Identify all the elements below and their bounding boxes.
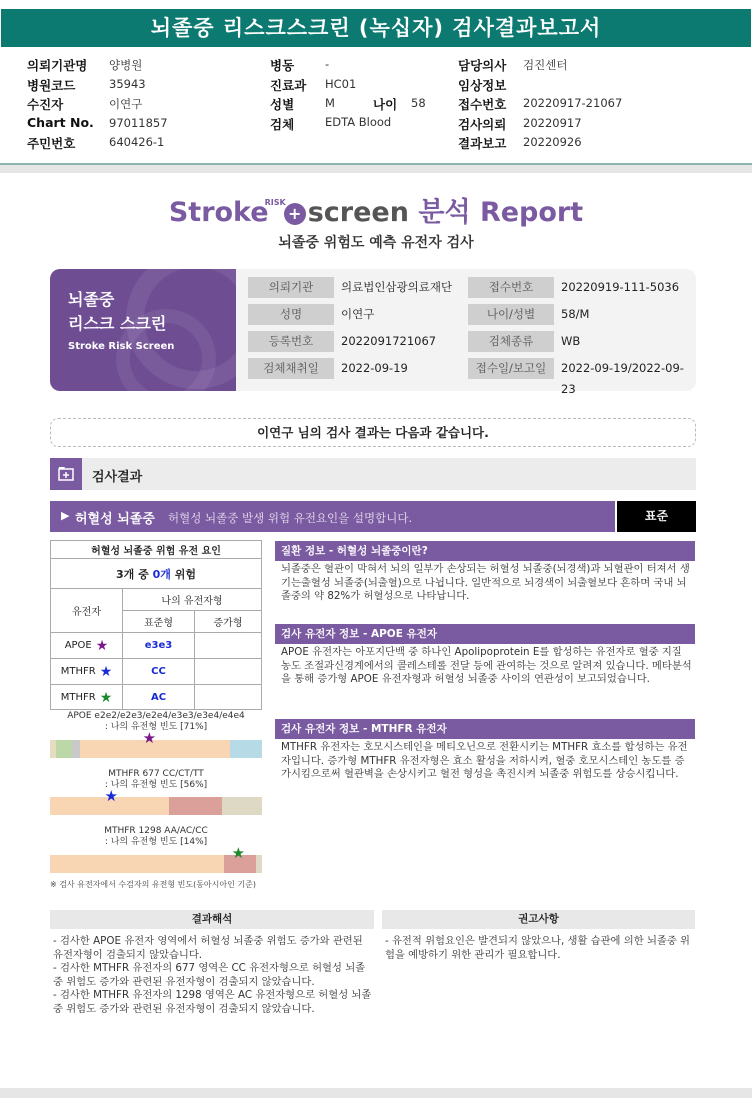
gene-name: APOE <box>64 640 92 651</box>
info-label: 담당의사 <box>458 58 507 73</box>
logo-report: 분석 Report <box>418 197 584 228</box>
section-header <box>50 458 696 490</box>
star-icon: ★ <box>99 663 113 680</box>
field-label: 접수번호 <box>468 277 554 298</box>
logo-screen: screen <box>307 197 409 228</box>
logo-stroke: Stroke <box>168 197 269 228</box>
info-label: 검체 <box>270 117 295 132</box>
field-label: 접수일/보고일 <box>468 358 554 379</box>
freq-caption <box>50 711 262 733</box>
field-value: 58/M <box>561 307 590 321</box>
field-value: 2022-09-19 <box>341 361 408 375</box>
freq-caption-line: : 나의 유전형 빈도 [14%] <box>104 837 208 847</box>
info-label: 병원코드 <box>27 78 76 93</box>
report-subtitle: 뇌졸중 위험도 예측 유전자 검사 <box>278 235 474 251</box>
ischemic-stroke-bar <box>50 501 615 532</box>
section-title: 검사결과 <box>92 470 143 485</box>
freq-caption-line: : 나의 유전형 빈도 [56%] <box>104 780 208 790</box>
info-box-header: 검사 유전자 정보 - APOE 유전자 <box>275 624 695 644</box>
info-value: 640426-1 <box>109 135 165 149</box>
col-increased-header: 증가형 <box>195 611 262 633</box>
table-row-gene <box>51 685 123 710</box>
freq-segment <box>256 855 262 873</box>
patient-info-grid <box>0 52 752 164</box>
freq-segment <box>169 797 222 815</box>
info-label: 진료과 <box>270 78 307 93</box>
info-box-body: APOE 유전자는 아포지단백 중 하나인 Apolipoprotein E를 합성하는 유전자로 혈중 지질 농도 조절과신경계에서의 콜레스테롤 전달 등에 관여하는 것으로 알려져 있습니다. 메타분석을 통해 증가형 APOE 유전자형과 허혈성 뇌졸중 사이의 연관성이 보고되었습니다. <box>281 646 692 685</box>
col-standard-header: 표준형 <box>123 611 195 633</box>
table-row-increased <box>195 633 262 659</box>
table-row-standard: CC <box>123 659 195 685</box>
info-value: EDTA Blood <box>325 115 392 129</box>
plus-icon: + <box>284 203 306 225</box>
star-icon: ★ <box>95 637 109 654</box>
field-value: WB <box>561 334 581 348</box>
logo-risk: RISK <box>264 198 286 207</box>
gene-name: MTHFR <box>60 666 96 677</box>
report-title: 뇌졸중 리스크스크린 (녹십자) 검사결과보고서 <box>1 9 751 47</box>
info-label: 의뢰기관명 <box>27 58 88 73</box>
star-icon: ★ <box>142 729 157 747</box>
freq-segment <box>222 797 262 815</box>
gene-name: MTHFR <box>60 692 96 703</box>
field-label: 의뢰기관 <box>248 277 334 298</box>
report-header <box>0 0 752 50</box>
field-value: 의료법인삼광의료재단 <box>341 280 453 294</box>
info-box-body: 뇌졸중은 혈관이 막혀서 뇌의 일부가 손상되는 허혈성 뇌졸중(뇌경색)과 뇌혈관이 터져서 생기는출혈성 뇌졸중(뇌출혈)으로 나뉩니다. 일반적으로 뇌경색이 뇌출혈보다 흔하며 국내 뇌졸중의 약 82%가 허혈성으로 나타납니다. <box>281 563 690 602</box>
field-value: 2022091721067 <box>341 334 437 348</box>
info-label: 성별 <box>270 97 295 112</box>
field-value: 2022-09-19/2022-09-23 <box>561 361 684 396</box>
info-box-header: 검사 유전자 정보 - MTHFR 유전자 <box>275 719 695 739</box>
info-label: Chart No. <box>27 115 94 130</box>
freq-segment <box>230 740 262 758</box>
info-label: 수진자 <box>27 97 64 112</box>
recommendation-header: 권고사항 <box>382 910 695 929</box>
freq-caption-line: APOE e2e2/e2e3/e2e4/e3e3/e3e4/e4e4 <box>67 711 245 721</box>
interpretation-header: 결과해석 <box>50 910 374 929</box>
info-value: 35943 <box>109 77 146 91</box>
table-row-gene <box>51 633 123 659</box>
footnote: ※ 검사 유전자에서 수검자의 유전형 빈도(동아시아인 기준) <box>50 880 256 889</box>
info-value: HC01 <box>325 77 357 91</box>
info-value: 이연구 <box>109 97 143 111</box>
result-summary-line: 이연구 님의 검사 결과는 다음과 같습니다. <box>50 418 696 447</box>
col-my-genotype-header: 나의 유전자형 <box>123 589 262 611</box>
freq-caption-line: MTHFR 1298 AA/AC/CC <box>104 826 208 836</box>
interpretation-line: - 검사한 APOE 유전자 영역에서 허혈성 뇌졸중 위험도 증가와 관련된 유전자형이 검출되지 않았습니다. <box>53 935 363 961</box>
table-title: 허혈성 뇌졸중 위험 유전 요인 <box>51 541 262 559</box>
info-label-age: 나이 <box>373 97 398 112</box>
field-label: 검체종류 <box>468 331 554 352</box>
freq-caption <box>50 769 262 791</box>
result-standard-badge: 표준 <box>617 501 696 532</box>
stroke-screen-logo <box>0 190 752 229</box>
freq-segment <box>56 740 72 758</box>
info-value-age: 58 <box>411 96 426 110</box>
info-label: 검사의뢰 <box>458 117 507 132</box>
product-card <box>50 269 236 391</box>
table-row-gene <box>51 659 123 685</box>
card-subtitle: Stroke Risk Screen <box>68 341 175 352</box>
info-value: - <box>325 57 330 71</box>
table-row-increased <box>195 685 262 710</box>
freq-caption <box>50 826 262 848</box>
info-value: 양병원 <box>109 58 143 72</box>
table-row-standard: e3e3 <box>123 633 195 659</box>
star-icon: ★ <box>104 787 118 805</box>
stroke-title: 허혈성 뇌졸중 <box>75 512 155 527</box>
mthfr1298-frequency-bar <box>50 855 262 873</box>
info-value: 검진센터 <box>523 58 568 72</box>
bottom-band <box>0 1088 752 1098</box>
star-icon: ★ <box>231 844 246 862</box>
sample-info-grid <box>236 269 696 396</box>
summary-pre: 3개 중 <box>116 567 149 581</box>
triangle-icon: ▶ <box>61 509 70 522</box>
recommendation-body <box>385 935 695 962</box>
freq-segment <box>50 855 224 873</box>
info-label: 접수번호 <box>458 97 507 112</box>
card-title: 뇌졸중 <box>68 290 115 309</box>
mthfr677-frequency-bar <box>50 797 262 815</box>
info-value: 20220926 <box>523 135 582 149</box>
interpretation-line: - 검사한 MTHFR 유전자의 677 영역은 CC 유전자형으로 허혈성 뇌졸중 위험도 증가와 관련된 유전자형이 검출되지 않았습니다. <box>53 962 366 988</box>
star-icon: ★ <box>99 689 113 706</box>
info-value: 20220917-21067 <box>523 96 623 110</box>
field-label: 등록번호 <box>248 331 334 352</box>
stroke-description: 허혈성 뇌졸중 발생 위험 유전요인을 설명합니다. <box>168 511 413 525</box>
interpretation-line: - 검사한 MTHFR 유전자의 1298 영역은 AC 유전자형으로 허혈성 뇌졸중 위험도 증가와 관련된 유전자형이 검출되지 않았습니다. <box>53 989 372 1015</box>
summary-count: 0개 <box>152 567 171 581</box>
field-value: 20220919-111-5036 <box>561 280 680 294</box>
field-value: 이연구 <box>341 307 375 321</box>
field-label: 성명 <box>248 304 334 325</box>
info-box-header: 질환 정보 - 허혈성 뇌졸중이란? <box>275 541 695 561</box>
summary-post: 위험 <box>174 567 196 581</box>
info-label: 임상정보 <box>458 78 507 93</box>
recommendation-line: - 유전적 위험요인은 발견되지 않았으나, 생활 습관에 의한 뇌졸중 위험을 예방하기 위한 관리가 필요합니다. <box>385 935 691 961</box>
interpretation-body <box>53 935 373 1016</box>
table-row-increased <box>195 659 262 685</box>
risk-summary <box>51 559 262 589</box>
freq-caption-line: : 나의 유전형 빈도 [71%] <box>104 722 208 732</box>
risk-factor-table <box>50 540 262 710</box>
info-value: 97011857 <box>109 116 168 130</box>
info-label: 주민번호 <box>27 136 76 151</box>
folder-plus-icon <box>50 458 82 490</box>
freq-segment <box>72 740 80 758</box>
freq-caption-line: MTHFR 677 CC/CT/TT <box>108 769 204 779</box>
card-title: 리스크 스크린 <box>68 314 167 333</box>
col-gene-header: 유전자 <box>51 589 123 633</box>
info-value: 20220917 <box>523 116 582 130</box>
info-value: M <box>325 96 335 110</box>
field-label: 나이/성별 <box>468 304 554 325</box>
table-row-standard: AC <box>123 685 195 710</box>
info-label: 병동 <box>270 58 295 73</box>
divider-band <box>0 165 752 173</box>
info-box-body: MTHFR 유전자는 호모시스테인을 메티오닌으로 전환시키는 MTHFR 효소를 합성하는 유전자입니다. 증가형 MTHFR 유전자형은 효소 활성을 저하시켜, 혈중 호모시스테인 농도를 증가시킴으로써 혈관벽을 손상시키고 혈전 형성을 촉진시켜 뇌졸중 위험도를 상승시킵니다. <box>281 741 688 780</box>
info-label: 결과보고 <box>458 136 507 151</box>
field-label: 검체채취일 <box>248 358 334 379</box>
